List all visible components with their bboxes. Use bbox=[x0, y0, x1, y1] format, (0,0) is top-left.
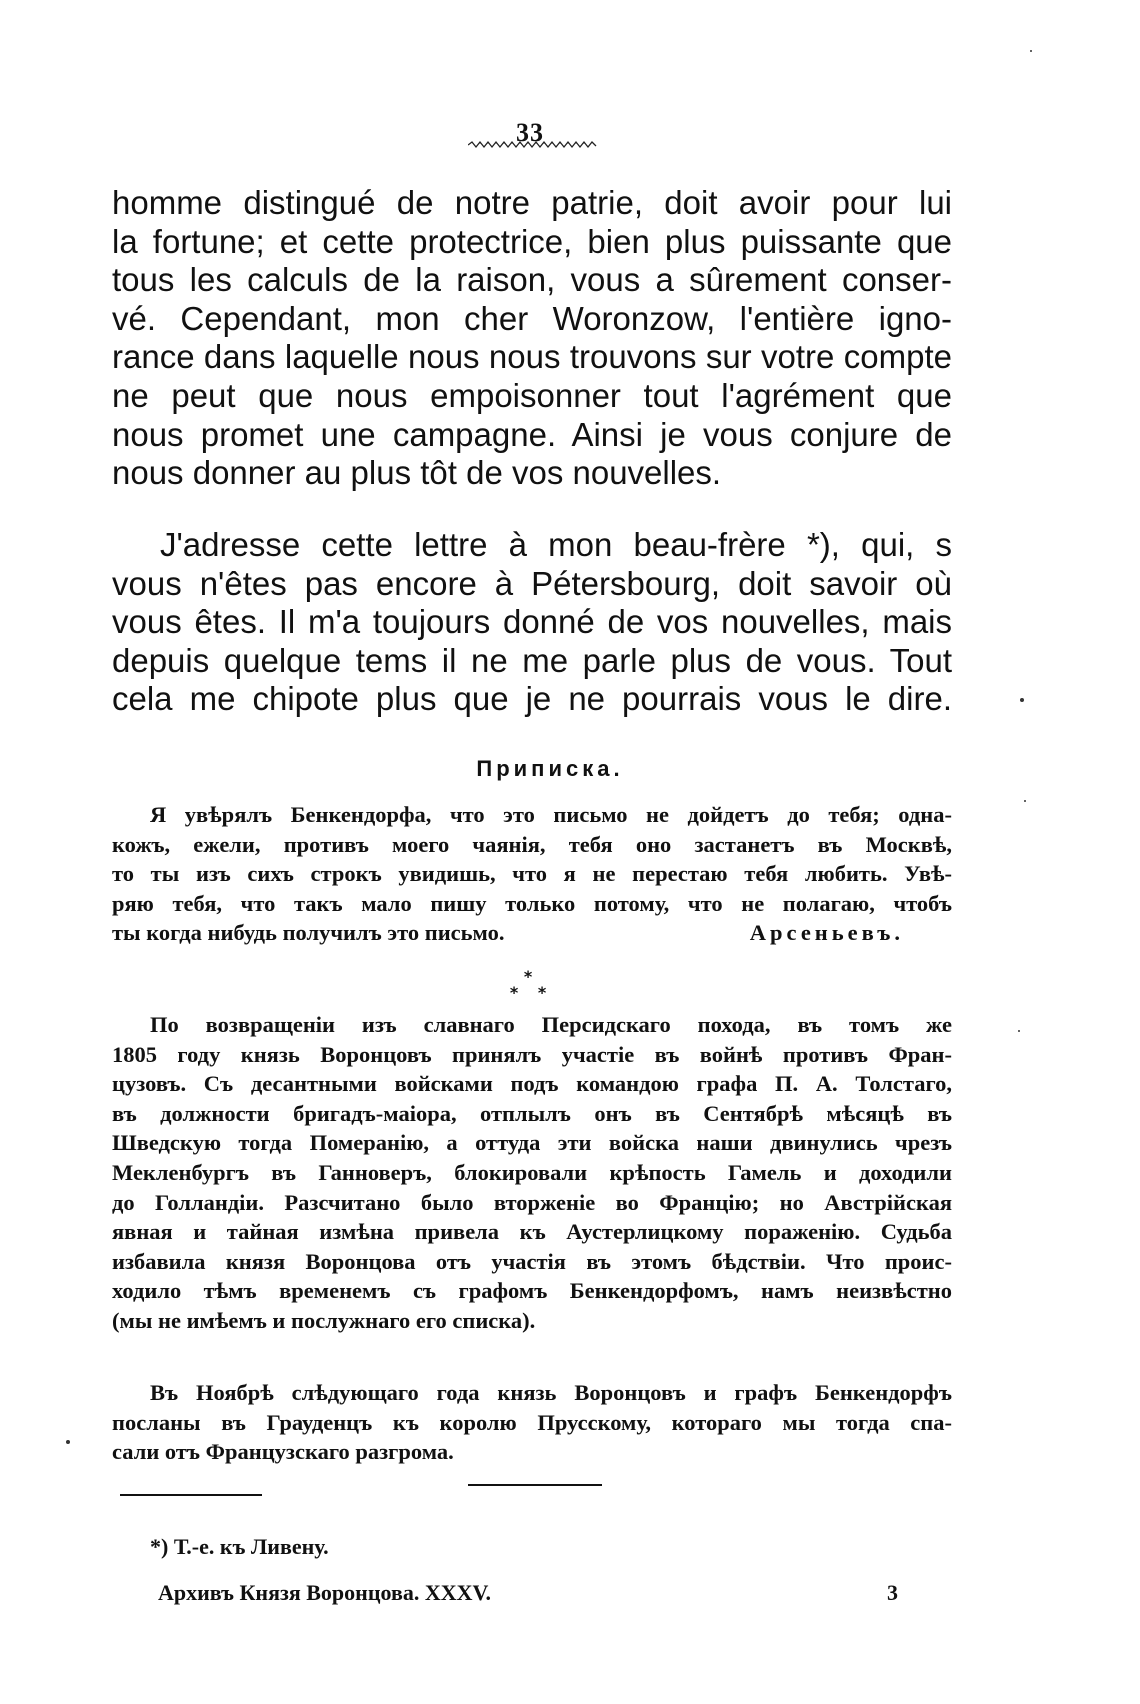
paper-speck bbox=[1018, 1030, 1020, 1032]
text-line: избавила князя Воронцова отъ участія въ этомъ бѣдствіи. Что проис- bbox=[112, 1248, 952, 1274]
footnote-divider bbox=[120, 1494, 262, 1496]
text-line: сали отъ Французскаго разгрома. bbox=[112, 1439, 454, 1465]
paper-speck bbox=[1020, 698, 1024, 702]
text-line: nous donner au plus tôt de vos nouvelles. bbox=[112, 454, 722, 492]
text-line: homme distingué de notre patrie, doit avoir pour lui bbox=[112, 184, 952, 221]
svg-text:*: * bbox=[509, 983, 519, 1002]
text-line: tous les calculs de la raison, vous a sûrement conser- bbox=[112, 261, 952, 299]
section-divider bbox=[468, 1484, 602, 1486]
text-line: Шведскую тогда Померанію, а оттуда эти войска наши двинулись чрезъ bbox=[112, 1130, 952, 1156]
text-line: J'adresse cette lettre à mon beau-frère *), qui, s bbox=[160, 526, 952, 563]
text-line: la fortune; et cette protectrice, bien plus puissante que bbox=[112, 222, 952, 260]
page-number: 33 bbox=[516, 118, 544, 147]
text-line: до Голландіи. Разсчитано было вторженіе во Францію; но Австрійская bbox=[112, 1189, 952, 1215]
text-line: vous n'êtes pas encore à Pétersbourg, doit savoir où bbox=[112, 564, 952, 602]
text-line: ты когда нибудь получилъ это письмо. bbox=[112, 920, 505, 946]
november-paragraph bbox=[112, 1378, 952, 1467]
text-line: (мы не имѣемъ и послужнаго его списка). bbox=[112, 1307, 536, 1333]
archive-title: Архивъ Князя Воронцова. XXXV. bbox=[158, 1580, 492, 1605]
text-line: cela me chipote plus que je ne pourrais vous le dire. bbox=[112, 680, 952, 718]
text-line: явная и тайная измѣна привела къ Аустерлицкому пораженію. Судьба bbox=[112, 1219, 952, 1245]
text-line: Мекленбургъ въ Ганноверъ, блокировали крѣпость Гамель и доходили bbox=[112, 1159, 952, 1185]
svg-text:*: * bbox=[537, 983, 547, 1002]
text-line: ряю тебя, что такъ мало пишу только потому, что не полагаю, чтобъ bbox=[112, 890, 952, 916]
paper-speck bbox=[1030, 50, 1032, 52]
postscript-heading: Приписка. bbox=[476, 756, 624, 781]
paper-speck bbox=[66, 1440, 70, 1444]
text-line: Я увѣрялъ Бенкендорфа, что это письмо не дойдетъ до тебя; одна- bbox=[150, 802, 952, 827]
paper-speck bbox=[1024, 800, 1026, 802]
svg-text:*: * bbox=[523, 968, 533, 986]
text-line: 1805 году князь Воронцовъ принялъ участіе въ войнѣ противъ Фран- bbox=[112, 1041, 952, 1067]
text-line: По возвращеніи изъ славнаго Персидскаго похода, въ томъ же bbox=[150, 1012, 952, 1037]
text-line: vé. Cependant, mon cher Woronzow, l'entière igno- bbox=[112, 299, 952, 337]
french-paragraph-2 bbox=[112, 526, 952, 719]
text-line: depuis quelque tems il ne me parle plus de vous. Tout bbox=[112, 641, 952, 679]
french-paragraph-1 bbox=[112, 184, 952, 493]
text-line: Въ Ноябрѣ слѣдующаго года князь Воронцовъ и графъ Бенкендорфъ bbox=[150, 1380, 952, 1405]
postscript-closing bbox=[112, 918, 952, 948]
sheet-number: 3 bbox=[887, 1580, 898, 1605]
text-line: ne peut que nous empoisonner tout l'agrément que bbox=[112, 376, 952, 414]
history-paragraph bbox=[112, 1010, 952, 1336]
text-line: посланы въ Грауденцъ къ королю Прусскому, котораго мы тогда спа- bbox=[112, 1409, 952, 1435]
text-line: то ты изъ сихъ строкъ увидишь, что я не перестаю тебя любить. Увѣ- bbox=[112, 861, 952, 887]
text-line: кожъ, ежели, противъ моего чаянія, тебя оно застанетъ въ Москвѣ, bbox=[112, 831, 952, 857]
printer-signature-line bbox=[158, 1580, 898, 1606]
text-line: vous êtes. Il m'a toujours donné de vos nouvelles, mais bbox=[112, 603, 952, 641]
asterism-icon bbox=[498, 968, 558, 1004]
footnote: *) Т.-е. къ Ливену. bbox=[150, 1534, 329, 1559]
postscript-body bbox=[112, 800, 952, 948]
text-line: rance dans laquelle nous nous trouvons sur votre compte bbox=[112, 338, 952, 376]
text-line: цузовъ. Съ десантными войсками подъ командою графа П. А. Толстаго, bbox=[112, 1071, 952, 1097]
text-line: ходило тѣмъ временемъ съ графомъ Бенкендорфомъ, намъ неизвѣстно bbox=[112, 1278, 952, 1304]
text-line: nous promet une campagne. Ainsi je vous conjure de bbox=[112, 415, 952, 453]
wavy-ornament bbox=[468, 140, 598, 150]
author-signature: Арсеньевъ. bbox=[749, 920, 904, 946]
text-line: въ должности бригадъ-маіора, отплылъ онъ въ Сентябрѣ мѣсяцѣ въ bbox=[112, 1100, 952, 1126]
